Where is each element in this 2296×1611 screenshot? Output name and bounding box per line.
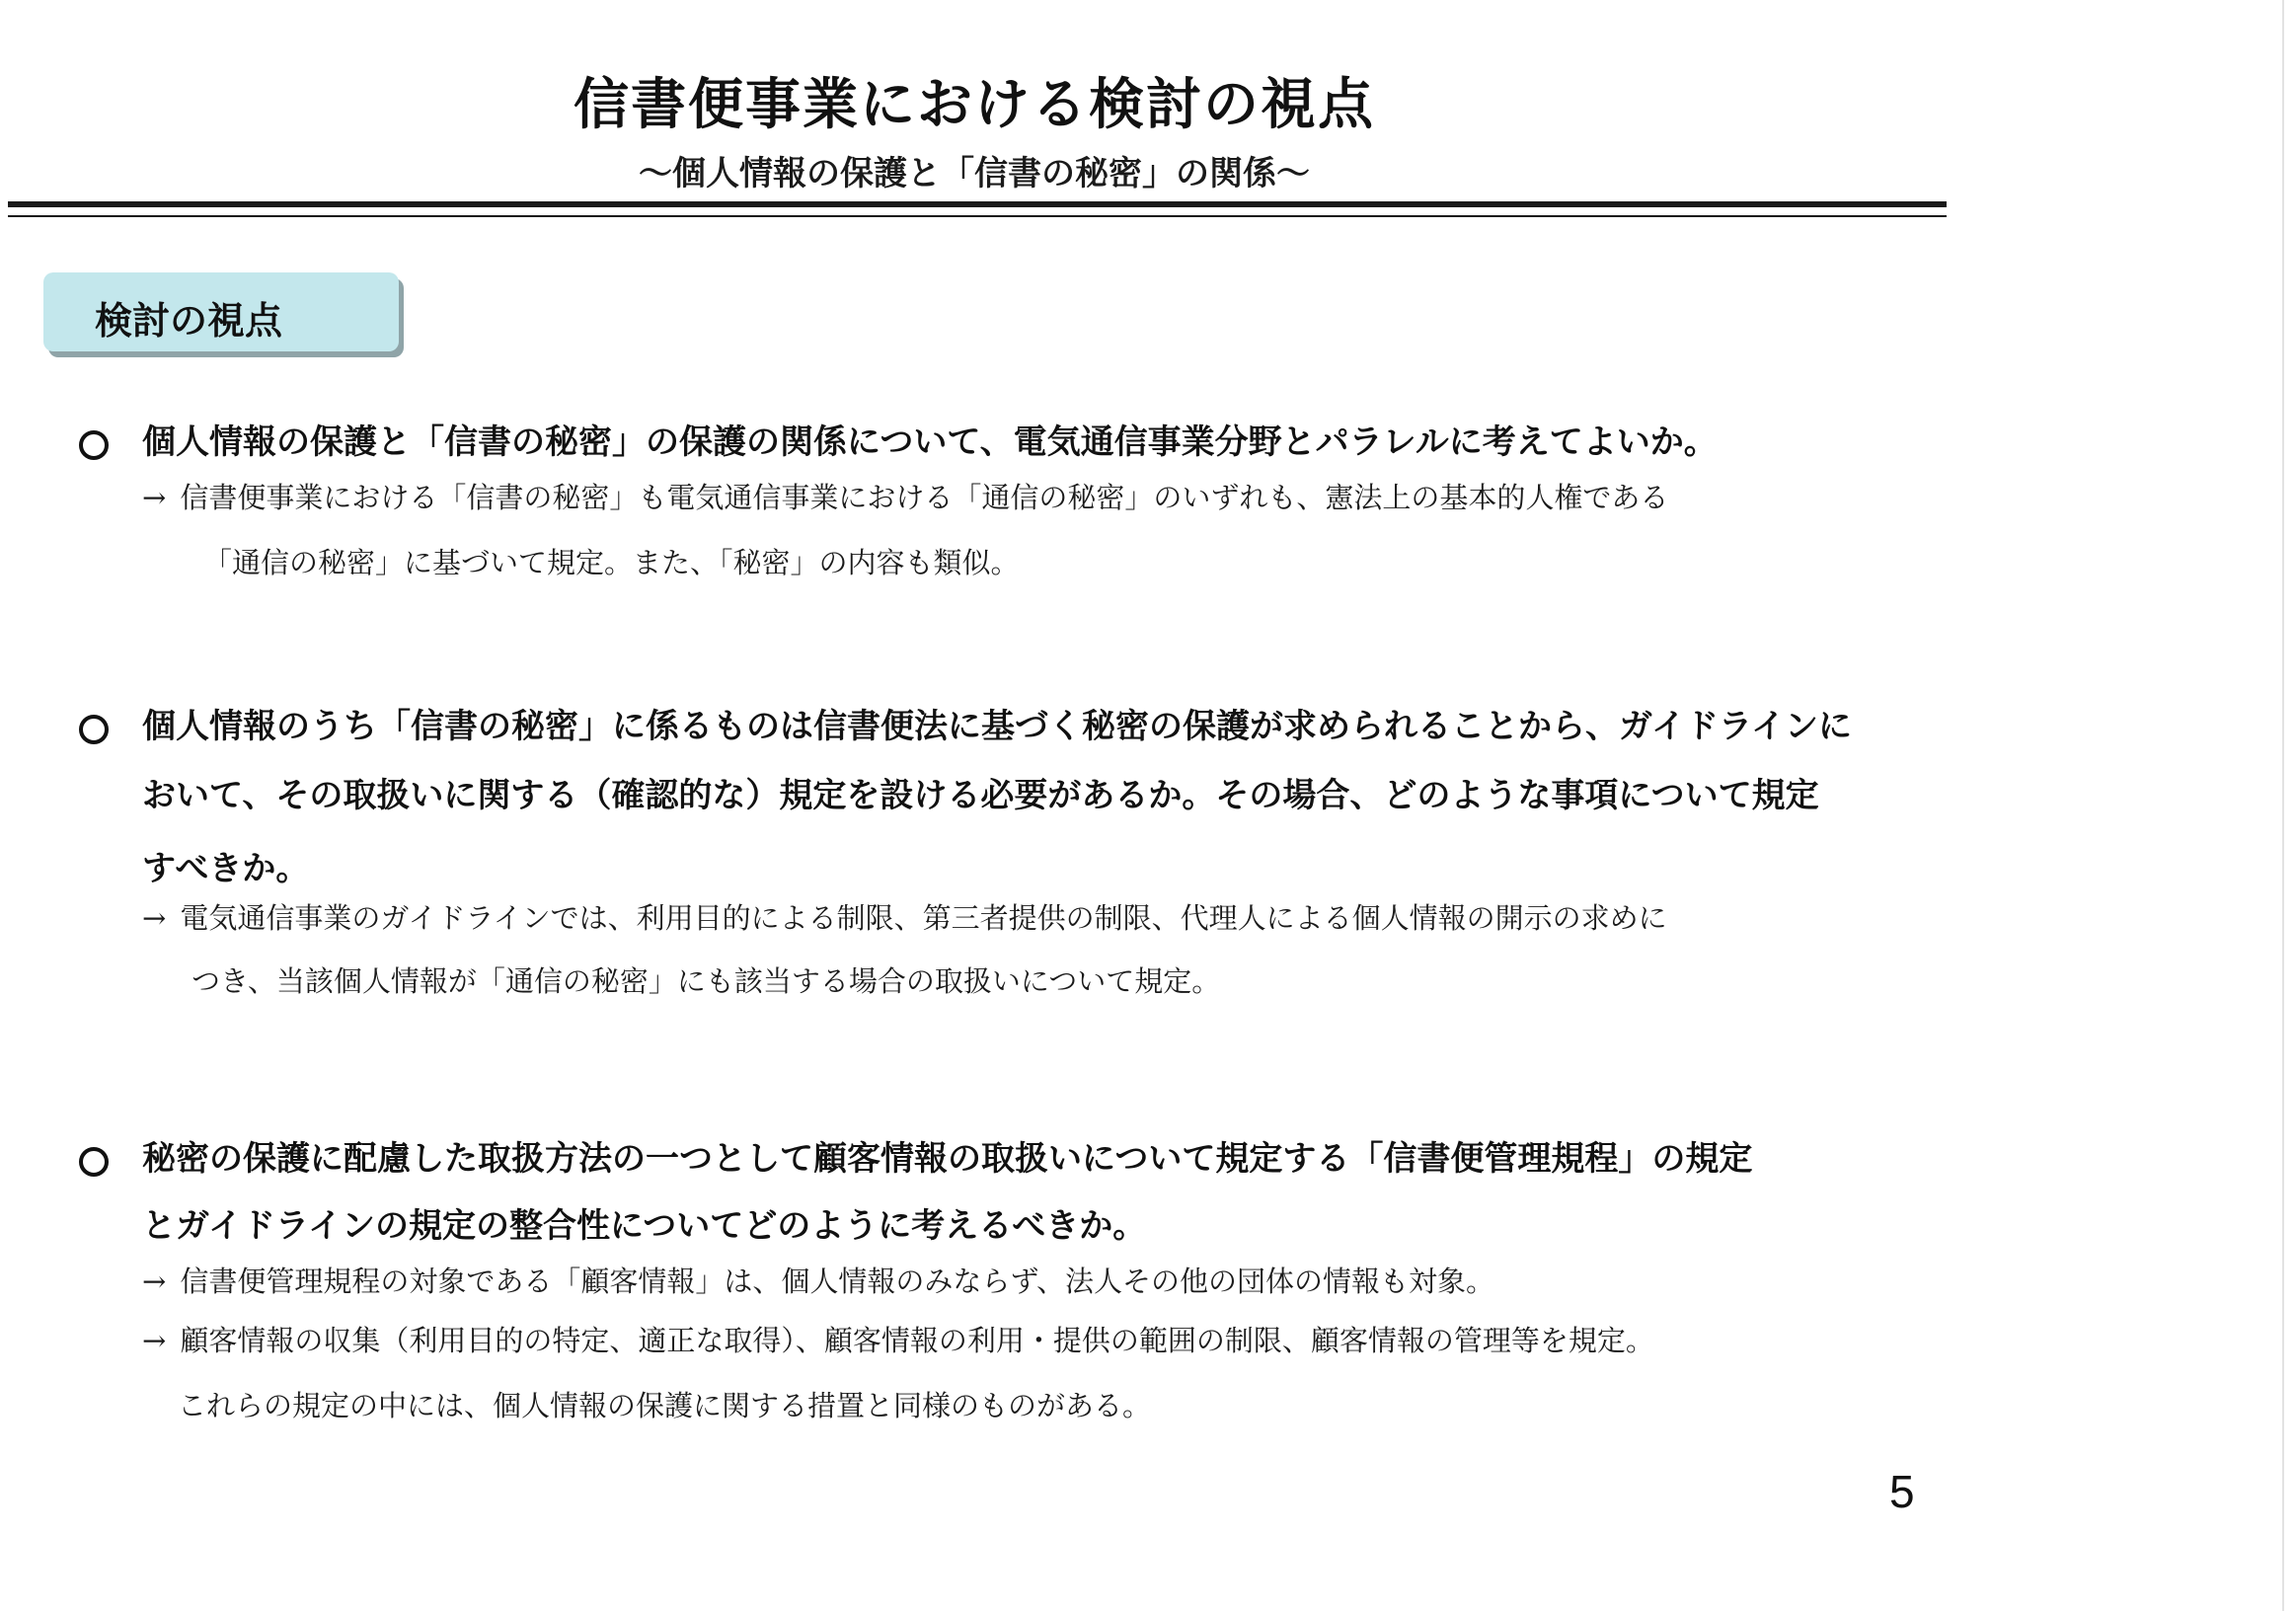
- arrow-icon: →: [142, 1324, 167, 1357]
- question-line: おいて、その取扱いに関する（確認的な）規定を設ける必要があるか。その場合、どのような事項について規定: [142, 776, 1819, 815]
- note-line: [178, 1384, 1151, 1424]
- section-tab: [43, 272, 399, 351]
- note-text: 信書便管理規程の対象である「顧客情報」は、個人情報のみならず、法人その他の団体の情報も対象。: [180, 1265, 1494, 1298]
- note-text: つき、当該個人情報が「通信の秘密」にも該当する場合の取扱いについて規定。: [191, 964, 1221, 998]
- circle-bullet-icon: [79, 430, 109, 460]
- arrow-icon: →: [142, 901, 167, 935]
- header-divider-thick: [8, 201, 1947, 207]
- question-line: すべきか。: [142, 849, 310, 888]
- question-line: 個人情報のうち「信書の秘密」に係るものは信書便法に基づく秘密の保護が求められることから、ガイドラインに: [142, 707, 1852, 746]
- page-title: 信書便事業における検討の視点: [574, 73, 1375, 137]
- question-line: とガイドラインの規定の整合性についてどのように考えるべきか。: [142, 1206, 1147, 1246]
- question-line: 個人情報の保護と「信書の秘密」の保護の関係について、電気通信事業分野とパラレルに考えてよいか。: [142, 422, 1718, 462]
- note-text: 電気通信事業のガイドラインでは、利用目的による制限、第三者提供の制限、代理人による個人情報の開示の求めに: [180, 901, 1667, 935]
- note-line: [191, 959, 1220, 1000]
- note-line: [203, 541, 1020, 581]
- arrow-icon: →: [142, 1265, 167, 1298]
- note-line: [142, 1260, 1494, 1300]
- page-subtitle: ～個人情報の保護と「信書の秘密」の関係～: [639, 154, 1310, 193]
- note-text: 信書便事業における「信書の秘密」も電気通信事業における「通信の秘密」のいずれも、憲法上の基本的人権である: [180, 481, 1669, 514]
- circle-bullet-icon: [79, 715, 109, 744]
- page-number: 5: [1889, 1466, 1915, 1517]
- note-text: 顧客情報の収集（利用目的の特定、適正な取得）、顧客情報の利用・提供の範囲の制限、顧客情報の管理等を規定。: [180, 1324, 1654, 1357]
- note-line: [142, 476, 1668, 516]
- section-tab-label: 検討の視点: [95, 299, 283, 343]
- note-line: [142, 896, 1667, 937]
- note-text: 「通信の秘密」に基づいて規定。また、「秘密」の内容も類似。: [203, 546, 1020, 579]
- scan-edge-line: [2282, 0, 2284, 1611]
- header-divider-thin: [8, 215, 1947, 217]
- question-line: 秘密の保護に配慮した取扱方法の一つとして顧客情報の取扱いについて規定する「信書便管理規程」の規定: [142, 1139, 1753, 1179]
- circle-bullet-icon: [79, 1147, 109, 1177]
- arrow-icon: →: [142, 481, 167, 514]
- note-text: これらの規定の中には、個人情報の保護に関する措置と同様のものがある。: [178, 1389, 1152, 1422]
- note-line: [142, 1319, 1654, 1359]
